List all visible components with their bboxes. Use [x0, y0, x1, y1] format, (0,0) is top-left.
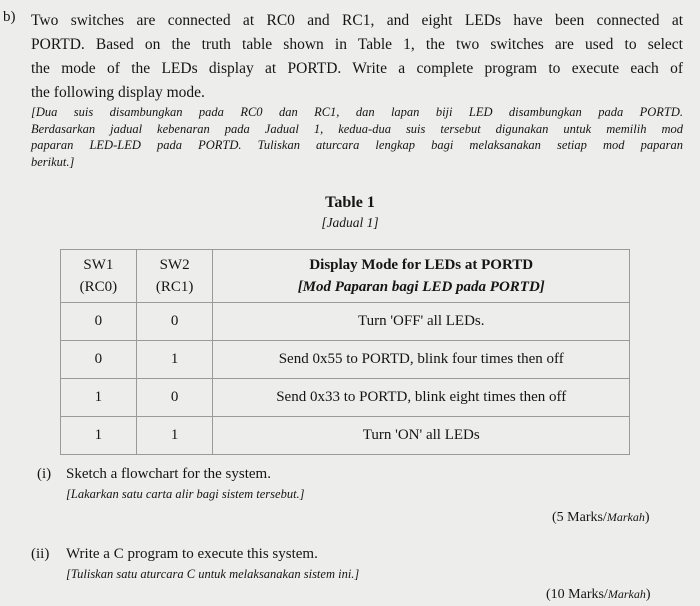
part-ii-marks: (10 Marks/Markah) — [546, 587, 651, 602]
english-line: the following display mode. — [31, 84, 205, 101]
cell-sw2: 1 — [136, 417, 213, 455]
table-header-row — [61, 250, 630, 303]
table-row — [61, 417, 630, 455]
header-sw1: SW1 (RC0) — [61, 250, 137, 303]
part-i-marks: (5 Marks/Markah) — [552, 510, 650, 525]
part-ii-malay: [Tuliskan satu aturcara C untuk melaksanakan sistem ini.] — [66, 567, 360, 581]
truth-table — [60, 249, 630, 455]
cell-mode: Turn 'OFF' all LEDs. — [213, 303, 630, 341]
cell-mode: Turn 'ON' all LEDs — [213, 417, 630, 455]
cell-mode: Send 0x55 to PORTD, blink four times then off — [213, 341, 630, 379]
table-row — [61, 341, 630, 379]
cell-sw1: 1 — [61, 379, 137, 417]
header-display-mode: Display Mode for LEDs at PORTD [Mod Paparan bagi LED pada PORTD] — [213, 250, 630, 303]
cell-sw1: 0 — [61, 341, 137, 379]
table-title-malay: [Jadual 1] — [321, 215, 379, 230]
cell-mode: Send 0x33 to PORTD, blink eight times then off — [213, 379, 630, 417]
malay-line: berikut.] — [31, 154, 75, 169]
part-i-label: (i) — [37, 466, 52, 482]
cell-sw1: 0 — [61, 303, 137, 341]
table-title: Table 1 — [325, 194, 375, 211]
header-sw2: SW2 (RC1) — [136, 250, 213, 303]
english-line: PORTD. Based on the truth table shown in Table 1, the two switches are used to select — [31, 36, 683, 53]
table-row — [61, 379, 630, 417]
english-line: the mode of the LEDs display at PORTD. Write a complete program to execute each of — [31, 60, 683, 77]
question-label: b) — [3, 9, 16, 25]
part-i-text: Sketch a flowchart for the system. — [66, 466, 271, 482]
part-i-malay: [Lakarkan satu carta alir bagi sistem tersebut.] — [66, 487, 305, 501]
malay-line: Berdasarkan jadual kebenaran pada Jadual 1, kedua-dua suis tersebut digunakan untuk memilih mod — [31, 121, 683, 136]
cell-sw2: 0 — [136, 379, 213, 417]
english-line: Two switches are connected at RC0 and RC1, and eight LEDs have been connected at — [31, 12, 683, 29]
part-ii-text: Write a C program to execute this system. — [66, 546, 318, 562]
cell-sw1: 1 — [61, 417, 137, 455]
malay-line: paparan LED-LED pada PORTD. Tuliskan aturcara lengkap bagi melaksanakan setiap mod paparan — [31, 138, 683, 152]
question-text-english — [31, 9, 683, 105]
cell-sw2: 0 — [136, 303, 213, 341]
malay-line: [Dua suis disambungkan pada RC0 dan RC1, dan lapan biji LED disambungkan pada PORTD. — [31, 105, 683, 119]
cell-sw2: 1 — [136, 341, 213, 379]
question-text-malay — [31, 104, 683, 170]
part-ii-label: (ii) — [31, 546, 50, 562]
table-row — [61, 303, 630, 341]
